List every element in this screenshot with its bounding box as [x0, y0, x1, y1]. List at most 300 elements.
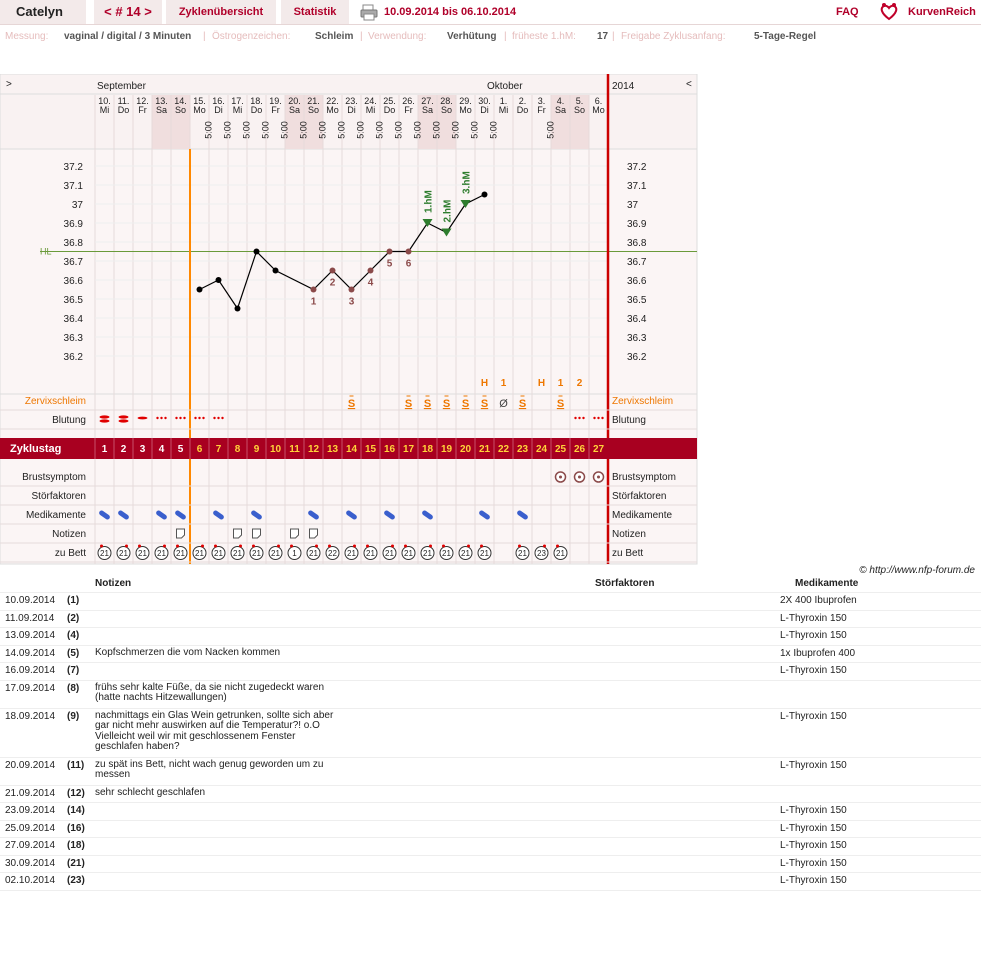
date-label: 18.: [250, 96, 263, 106]
note-date: 23.09.2014: [5, 805, 56, 816]
time-label: 5:00: [412, 121, 423, 139]
estrogen-value: Schleim: [315, 31, 354, 42]
temperature-point: [349, 287, 355, 293]
cycle-chart: [0, 74, 700, 566]
note-icon: [234, 529, 242, 538]
clock-hand-marker: [252, 545, 255, 548]
y-tick-label-left: 36.9: [63, 219, 83, 230]
bleeding-spotting-icon: [597, 417, 599, 419]
bed-time-label: 21: [252, 549, 261, 558]
temperature-point: [368, 268, 374, 274]
row-label-right-breast: Brustsymptom: [612, 472, 676, 483]
temperature-point: [387, 249, 393, 255]
date-label: 23.: [345, 96, 358, 106]
note-cycle-day: (5): [67, 647, 80, 659]
notes-table-row: [0, 681, 981, 709]
note-medication: 2X 400 Ibuprofen: [780, 595, 857, 606]
clock-hand-marker: [442, 545, 445, 548]
earliest-hm-label: früheste 1.hM:: [512, 31, 576, 42]
bleeding-heavy-icon: [100, 415, 110, 418]
y-tick-label-right: 36.8: [627, 238, 647, 249]
bleeding-spotting-icon: [217, 417, 219, 419]
cycle-day-number: 4: [158, 444, 165, 455]
date-label: 1.: [499, 96, 508, 106]
cycle-day-number: 5: [177, 444, 184, 455]
cycle-day-number: 7: [215, 444, 222, 455]
note-cycle-day: (21): [67, 857, 85, 869]
bed-time-label: 21: [119, 549, 128, 558]
top-bar: [0, 0, 981, 25]
bleeding-heavy-icon: [119, 419, 129, 422]
note-date: 17.09.2014: [5, 682, 56, 694]
bed-time-label: 21: [366, 549, 375, 558]
bed-time-label: 21: [138, 549, 147, 558]
usage-value: Verhütung: [447, 31, 497, 42]
weekday-label: Sa: [421, 105, 434, 115]
y-tick-label-left: 36.2: [63, 352, 83, 363]
mucus-code: 1: [557, 378, 564, 389]
printer-icon[interactable]: [360, 0, 378, 24]
bleeding-heavy-icon: [100, 419, 110, 422]
row-label-breast: Brustsymptom: [22, 472, 86, 483]
clock-hand-marker: [290, 545, 293, 548]
clock-hand-marker: [163, 545, 166, 548]
note-text: frühs sehr kalte Füße, da sie nicht zugedeckt waren (hatte nachts Hitzewallungen): [95, 681, 325, 703]
weekday-label: Di: [480, 105, 489, 115]
weekday-label: Mo: [592, 105, 605, 115]
note-cycle-day: (1): [67, 595, 80, 606]
cycle-day-number: 18: [421, 444, 434, 455]
time-label: 5:00: [241, 121, 252, 139]
bleeding-spotting-icon: [202, 417, 204, 419]
bed-time-label: 21: [423, 549, 432, 558]
bleeding-spotting-icon: [160, 417, 162, 419]
bed-time-label: 21: [556, 549, 565, 558]
medication-header: Medikamente: [795, 578, 859, 589]
row-label-right-bleeding: Blutung: [612, 415, 646, 426]
bed-time-label: 21: [100, 549, 109, 558]
time-label: 5:00: [317, 121, 328, 139]
weekday-label: So: [307, 105, 320, 115]
temperature-point: [197, 287, 203, 293]
cycle-day-number: 10: [269, 444, 282, 455]
notes-table-row: [0, 803, 981, 821]
clock-hand-marker: [353, 545, 356, 548]
cycle-day-number: 16: [383, 444, 396, 455]
release-label: Freigabe Zyklusanfang:: [621, 31, 726, 42]
date-label: 16.: [212, 96, 225, 106]
row-label-meds: Medikamente: [25, 510, 86, 521]
bleeding-spotting-icon: [194, 417, 196, 419]
y-tick-label-left: 37.2: [63, 162, 83, 173]
time-label: 5:00: [488, 121, 499, 139]
date-label: 29.: [459, 96, 472, 106]
date-label: 14.: [174, 96, 187, 106]
y-tick-label-right: 36.5: [627, 295, 647, 306]
bleeding-heavy-icon: [119, 415, 129, 418]
weekday-label: Mi: [232, 105, 243, 115]
heart-logo-icon: [879, 0, 899, 24]
release-value: 5-Tage-Regel: [754, 31, 817, 42]
clock-hand-marker: [277, 545, 280, 548]
row-label-right-notes: Notizen: [612, 529, 646, 540]
note-medication: L-Thyroxin 150: [780, 710, 847, 722]
y-tick-label-right: 36.3: [627, 333, 647, 344]
time-label: 5:00: [336, 121, 347, 139]
clock-hand-marker: [480, 545, 483, 548]
temperature-point: [406, 249, 412, 255]
bleeding-spotting-icon: [183, 417, 185, 419]
separator: |: [360, 31, 363, 42]
temperature-point: [482, 192, 488, 198]
low-temp-label: 3: [348, 296, 355, 308]
bleeding-medium-icon: [138, 417, 148, 420]
note-medication: L-Thyroxin 150: [780, 665, 847, 676]
notes-table: [0, 578, 981, 891]
cycle-day-number: 12: [307, 444, 320, 455]
time-label: 5:00: [279, 121, 290, 139]
row-label-bleeding: Blutung: [52, 415, 86, 426]
note-date: 21.09.2014: [5, 787, 56, 799]
date-label: 3.: [537, 96, 546, 106]
note-date: 18.09.2014: [5, 710, 56, 722]
notes-table-row: [0, 856, 981, 874]
time-label: 5:00: [469, 121, 480, 139]
notes-header: Notizen: [95, 578, 132, 589]
cycle-day-number: 11: [289, 444, 300, 455]
temperature-point: [273, 268, 279, 274]
tab-cycle-overview[interactable]: Zyklenübersicht: [166, 0, 276, 24]
high-temp-label: 2.hM: [442, 199, 454, 223]
y-tick-label-left: 37.1: [63, 181, 83, 192]
temperature-point: [235, 306, 241, 312]
note-icon: [177, 529, 185, 538]
bleeding-spotting-icon: [213, 417, 215, 419]
nav-next-button: <: [686, 79, 692, 90]
note-date: 13.09.2014: [5, 630, 56, 641]
note-date: 25.09.2014: [5, 822, 56, 834]
date-label: 4.: [556, 96, 565, 106]
bed-time-label: 21: [309, 549, 318, 558]
weekday-label: Do: [250, 105, 263, 115]
note-cycle-day: (9): [67, 710, 80, 722]
clock-hand-marker: [366, 545, 369, 548]
bed-time-label: 21: [157, 549, 166, 558]
usage-label: Verwendung:: [368, 31, 427, 42]
mucus-symbol: S: [423, 398, 432, 410]
temperature-point: [311, 287, 317, 293]
cycle-day-number: 6: [196, 444, 203, 455]
bleeding-spotting-icon: [601, 417, 603, 419]
weekday-label: So: [573, 105, 586, 115]
bed-time-label: 21: [271, 549, 280, 558]
low-temp-label: 2: [329, 277, 336, 289]
clock-hand-marker: [556, 545, 559, 548]
note-date: 27.09.2014: [5, 840, 56, 851]
bleeding-spotting-icon: [164, 417, 166, 419]
y-tick-label-left: 36.5: [63, 295, 83, 306]
clock-hand-marker: [125, 545, 128, 548]
cycle-day-number: 14: [345, 444, 358, 455]
time-label: 5:00: [393, 121, 404, 139]
cycle-day-number: 24: [535, 444, 548, 455]
note-text: Kopfschmerzen die vom Nacken kommen: [95, 646, 281, 658]
high-temp-label: 3.hM: [461, 171, 473, 194]
bleeding-spotting-icon: [582, 417, 584, 419]
bed-time-label: 21: [480, 549, 489, 558]
note-medication: L-Thyroxin 150: [780, 822, 847, 834]
y-tick-label-right: 37.1: [627, 181, 647, 192]
mucus-symbol: S: [347, 398, 356, 410]
plot-area-bg: [0, 149, 697, 394]
note-date: 11.09.2014: [5, 612, 55, 624]
notes-table-row: [0, 646, 981, 664]
date-label: 10.: [98, 96, 111, 106]
mucus-symbol: S: [404, 398, 413, 410]
clock-hand-marker: [467, 545, 470, 548]
note-cycle-day: (16): [67, 822, 85, 834]
note-cycle-day: (23): [67, 875, 85, 886]
bed-time-label: 21: [195, 549, 204, 558]
weekday-label: Fr: [537, 105, 546, 115]
clock-hand-marker: [391, 545, 394, 548]
bed-time-label: 22: [328, 549, 337, 558]
cycle-day-number: 25: [554, 444, 567, 455]
clock-hand-marker: [429, 545, 432, 548]
note-text: zu spät ins Bett, nicht wach genug geworden um zu messen: [95, 758, 324, 780]
bed-time-label: 21: [347, 549, 356, 558]
y-tick-label-right: 36.9: [627, 219, 647, 230]
y-tick-label-right: 36.2: [627, 352, 647, 363]
note-cycle-day: (2): [67, 612, 80, 624]
nav-prev-button: >: [6, 79, 12, 90]
copyright: © http://www.nfp-forum.de: [859, 565, 975, 576]
note-medication: L-Thyroxin 150: [780, 612, 847, 624]
note-cycle-day: (7): [67, 665, 80, 676]
low-temp-label: 1: [310, 296, 317, 308]
bed-time-label: 21: [461, 549, 470, 558]
bleeding-spotting-icon: [156, 417, 158, 419]
mucus-symbol: S: [518, 398, 527, 410]
y-tick-label-left: 36.8: [63, 238, 83, 249]
bed-time-label: 21: [442, 549, 451, 558]
y-tick-label-left: 37: [71, 200, 83, 211]
y-tick-label-right: 36.7: [627, 257, 647, 268]
temperature-point: [216, 277, 222, 283]
weekday-label: So: [174, 105, 187, 115]
temperature-point: [330, 268, 336, 274]
date-label: 5.: [575, 96, 584, 106]
weekday-label: Fr: [271, 105, 280, 115]
clock-hand-marker: [543, 545, 546, 548]
y-tick-label-left: 36.4: [63, 314, 83, 325]
separator: |: [612, 31, 615, 42]
note-date: 14.09.2014: [5, 647, 56, 659]
notes-table-row: [0, 611, 981, 629]
y-tick-label-right: 36.4: [627, 314, 647, 325]
time-label: 5:00: [222, 121, 233, 139]
note-medication: L-Thyroxin 150: [780, 875, 847, 886]
month-label-october: Oktober: [487, 81, 523, 92]
date-label: 17.: [231, 96, 244, 106]
time-label: 5:00: [431, 121, 442, 139]
bed-time-label: 21: [214, 549, 223, 558]
weekday-label: So: [440, 105, 453, 115]
weekday-label: Fr: [138, 105, 147, 115]
date-label: 12.: [136, 96, 149, 106]
note-date: 20.09.2014: [5, 759, 56, 771]
date-label: 25.: [383, 96, 396, 106]
note-medication: L-Thyroxin 150: [780, 630, 847, 641]
cycle-day-number: 3: [139, 444, 146, 455]
cycle-day-number: 8: [234, 444, 241, 455]
temperature-point: [254, 249, 260, 255]
notes-table-row: [0, 758, 981, 786]
tab-statistics[interactable]: Statistik: [281, 0, 349, 24]
notes-table-row: [0, 628, 981, 646]
clock-hand-marker: [201, 545, 204, 548]
cycle-day-number: 26: [573, 444, 586, 455]
y-tick-label-left: 36.3: [63, 333, 83, 344]
breast-symptom-icon: [578, 476, 581, 479]
date-label: 28.: [440, 96, 453, 106]
clock-hand-marker: [239, 545, 242, 548]
cycle-day-number: 17: [402, 444, 415, 455]
note-medication: L-Thyroxin 150: [780, 759, 847, 771]
mucus-symbol: S: [461, 398, 470, 410]
time-label: 5:00: [450, 121, 461, 139]
bleeding-spotting-icon: [198, 417, 200, 419]
mucus-code: H: [537, 378, 546, 389]
note-cycle-day: (4): [67, 630, 80, 641]
row-label-right-disturb: Störfaktoren: [612, 491, 667, 502]
bed-time-label: 1: [292, 549, 297, 558]
note-date: 02.10.2014: [5, 875, 56, 886]
time-label: 5:00: [374, 121, 385, 139]
y-tick-label-right: 36.6: [627, 276, 647, 287]
row-label-right-mucus: Zervixschleim: [612, 396, 674, 407]
weekday-label: Do: [383, 105, 396, 115]
note-text: sehr schlecht geschlafen: [95, 786, 206, 798]
y-tick-label-left: 36.7: [63, 257, 83, 268]
clock-hand-marker: [315, 545, 318, 548]
cycle-nav[interactable]: < # 14 >: [94, 0, 162, 24]
mucus-code: 2: [576, 378, 583, 389]
disturbances-header: Störfaktoren: [595, 578, 655, 589]
estrogen-label: Östrogenzeichen:: [212, 31, 291, 42]
mucus-code: 1: [500, 378, 507, 389]
weekday-label: Sa: [554, 105, 567, 115]
clock-hand-marker: [328, 545, 331, 548]
bleeding-spotting-icon: [593, 417, 595, 419]
time-label: 5:00: [298, 121, 309, 139]
date-label: 6.: [594, 96, 603, 106]
weekday-label: Sa: [288, 105, 301, 115]
note-icon: [291, 529, 299, 538]
cycle-day-number: 27: [592, 444, 605, 455]
date-label: 30.: [478, 96, 491, 106]
bed-time-label: 21: [404, 549, 413, 558]
weekday-label: Mo: [459, 105, 472, 115]
time-label: 5:00: [260, 121, 271, 139]
notes-table-row: [0, 663, 981, 681]
notes-table-row: [0, 709, 981, 758]
mucus-symbol: S: [556, 398, 565, 410]
row-label-notes: Notizen: [52, 529, 86, 540]
note-date: 16.09.2014: [5, 665, 56, 676]
year-label: 2014: [612, 81, 635, 92]
weekday-label: Mi: [498, 105, 509, 115]
mucus-code: H: [480, 378, 489, 389]
weekday-label: Mo: [193, 105, 206, 115]
date-label: 19.: [269, 96, 282, 106]
cycle-day-number: 23: [516, 444, 529, 455]
high-temp-label: 1.hM: [423, 190, 435, 213]
mucus-symbol: S: [442, 398, 451, 410]
clock-hand-marker: [138, 545, 141, 548]
date-label: 11.: [117, 96, 130, 106]
note-medication: L-Thyroxin 150: [780, 840, 847, 851]
mucus-symbol: Ø: [499, 398, 508, 410]
note-medication: L-Thyroxin 150: [780, 857, 847, 869]
note-date: 30.09.2014: [5, 857, 56, 869]
date-label: 2.: [518, 96, 527, 106]
date-label: 21.: [307, 96, 320, 106]
bleeding-spotting-icon: [179, 417, 181, 419]
time-label: 5:00: [545, 121, 556, 139]
bed-time-label: 23: [537, 549, 546, 558]
cycle-day-number: 1: [101, 444, 108, 455]
notes-table-row: [0, 838, 981, 856]
month-label-september: September: [97, 81, 146, 92]
bed-time-label: 21: [385, 549, 394, 558]
y-tick-label-right: 37.2: [627, 162, 647, 173]
weekday-label: Fr: [404, 105, 413, 115]
weekday-label: Di: [214, 105, 223, 115]
note-cycle-day: (8): [67, 682, 80, 694]
measure-value: vaginal / digital / 3 Minuten: [64, 31, 192, 42]
note-medication: L-Thyroxin 150: [780, 805, 847, 816]
clock-hand-marker: [404, 545, 407, 548]
note-medication: 1x Ibuprofen 400: [780, 647, 856, 659]
separator: |: [504, 31, 507, 42]
weekday-label: Mo: [326, 105, 339, 115]
cycle-day-number: 13: [326, 444, 339, 455]
clock-hand-marker: [518, 545, 521, 548]
faq-link[interactable]: FAQ: [836, 6, 859, 18]
y-tick-label-left: 36.6: [63, 276, 83, 287]
bed-time-label: 21: [176, 549, 185, 558]
note-date: 10.09.2014: [5, 595, 56, 606]
cover-line-label: HL: [40, 246, 52, 257]
date-label: 20.: [288, 96, 301, 106]
note-icon: [253, 529, 261, 538]
cycle-day-number: 9: [253, 444, 260, 455]
separator: |: [203, 31, 206, 42]
cycle-day-number: 21: [478, 444, 491, 455]
row-label-right-meds: Medikamente: [612, 510, 673, 521]
weekday-label: Sa: [155, 105, 168, 115]
bleeding-spotting-icon: [578, 417, 580, 419]
low-temp-label: 6: [405, 258, 412, 270]
note-cycle-day: (14): [67, 805, 85, 816]
measure-label: Messung:: [5, 31, 49, 42]
clock-hand-marker: [100, 545, 103, 548]
notes-table-row: [0, 873, 981, 891]
date-label: 15.: [193, 96, 206, 106]
notes-table-header: [0, 578, 981, 593]
y-tick-label-right: 37: [627, 200, 639, 211]
